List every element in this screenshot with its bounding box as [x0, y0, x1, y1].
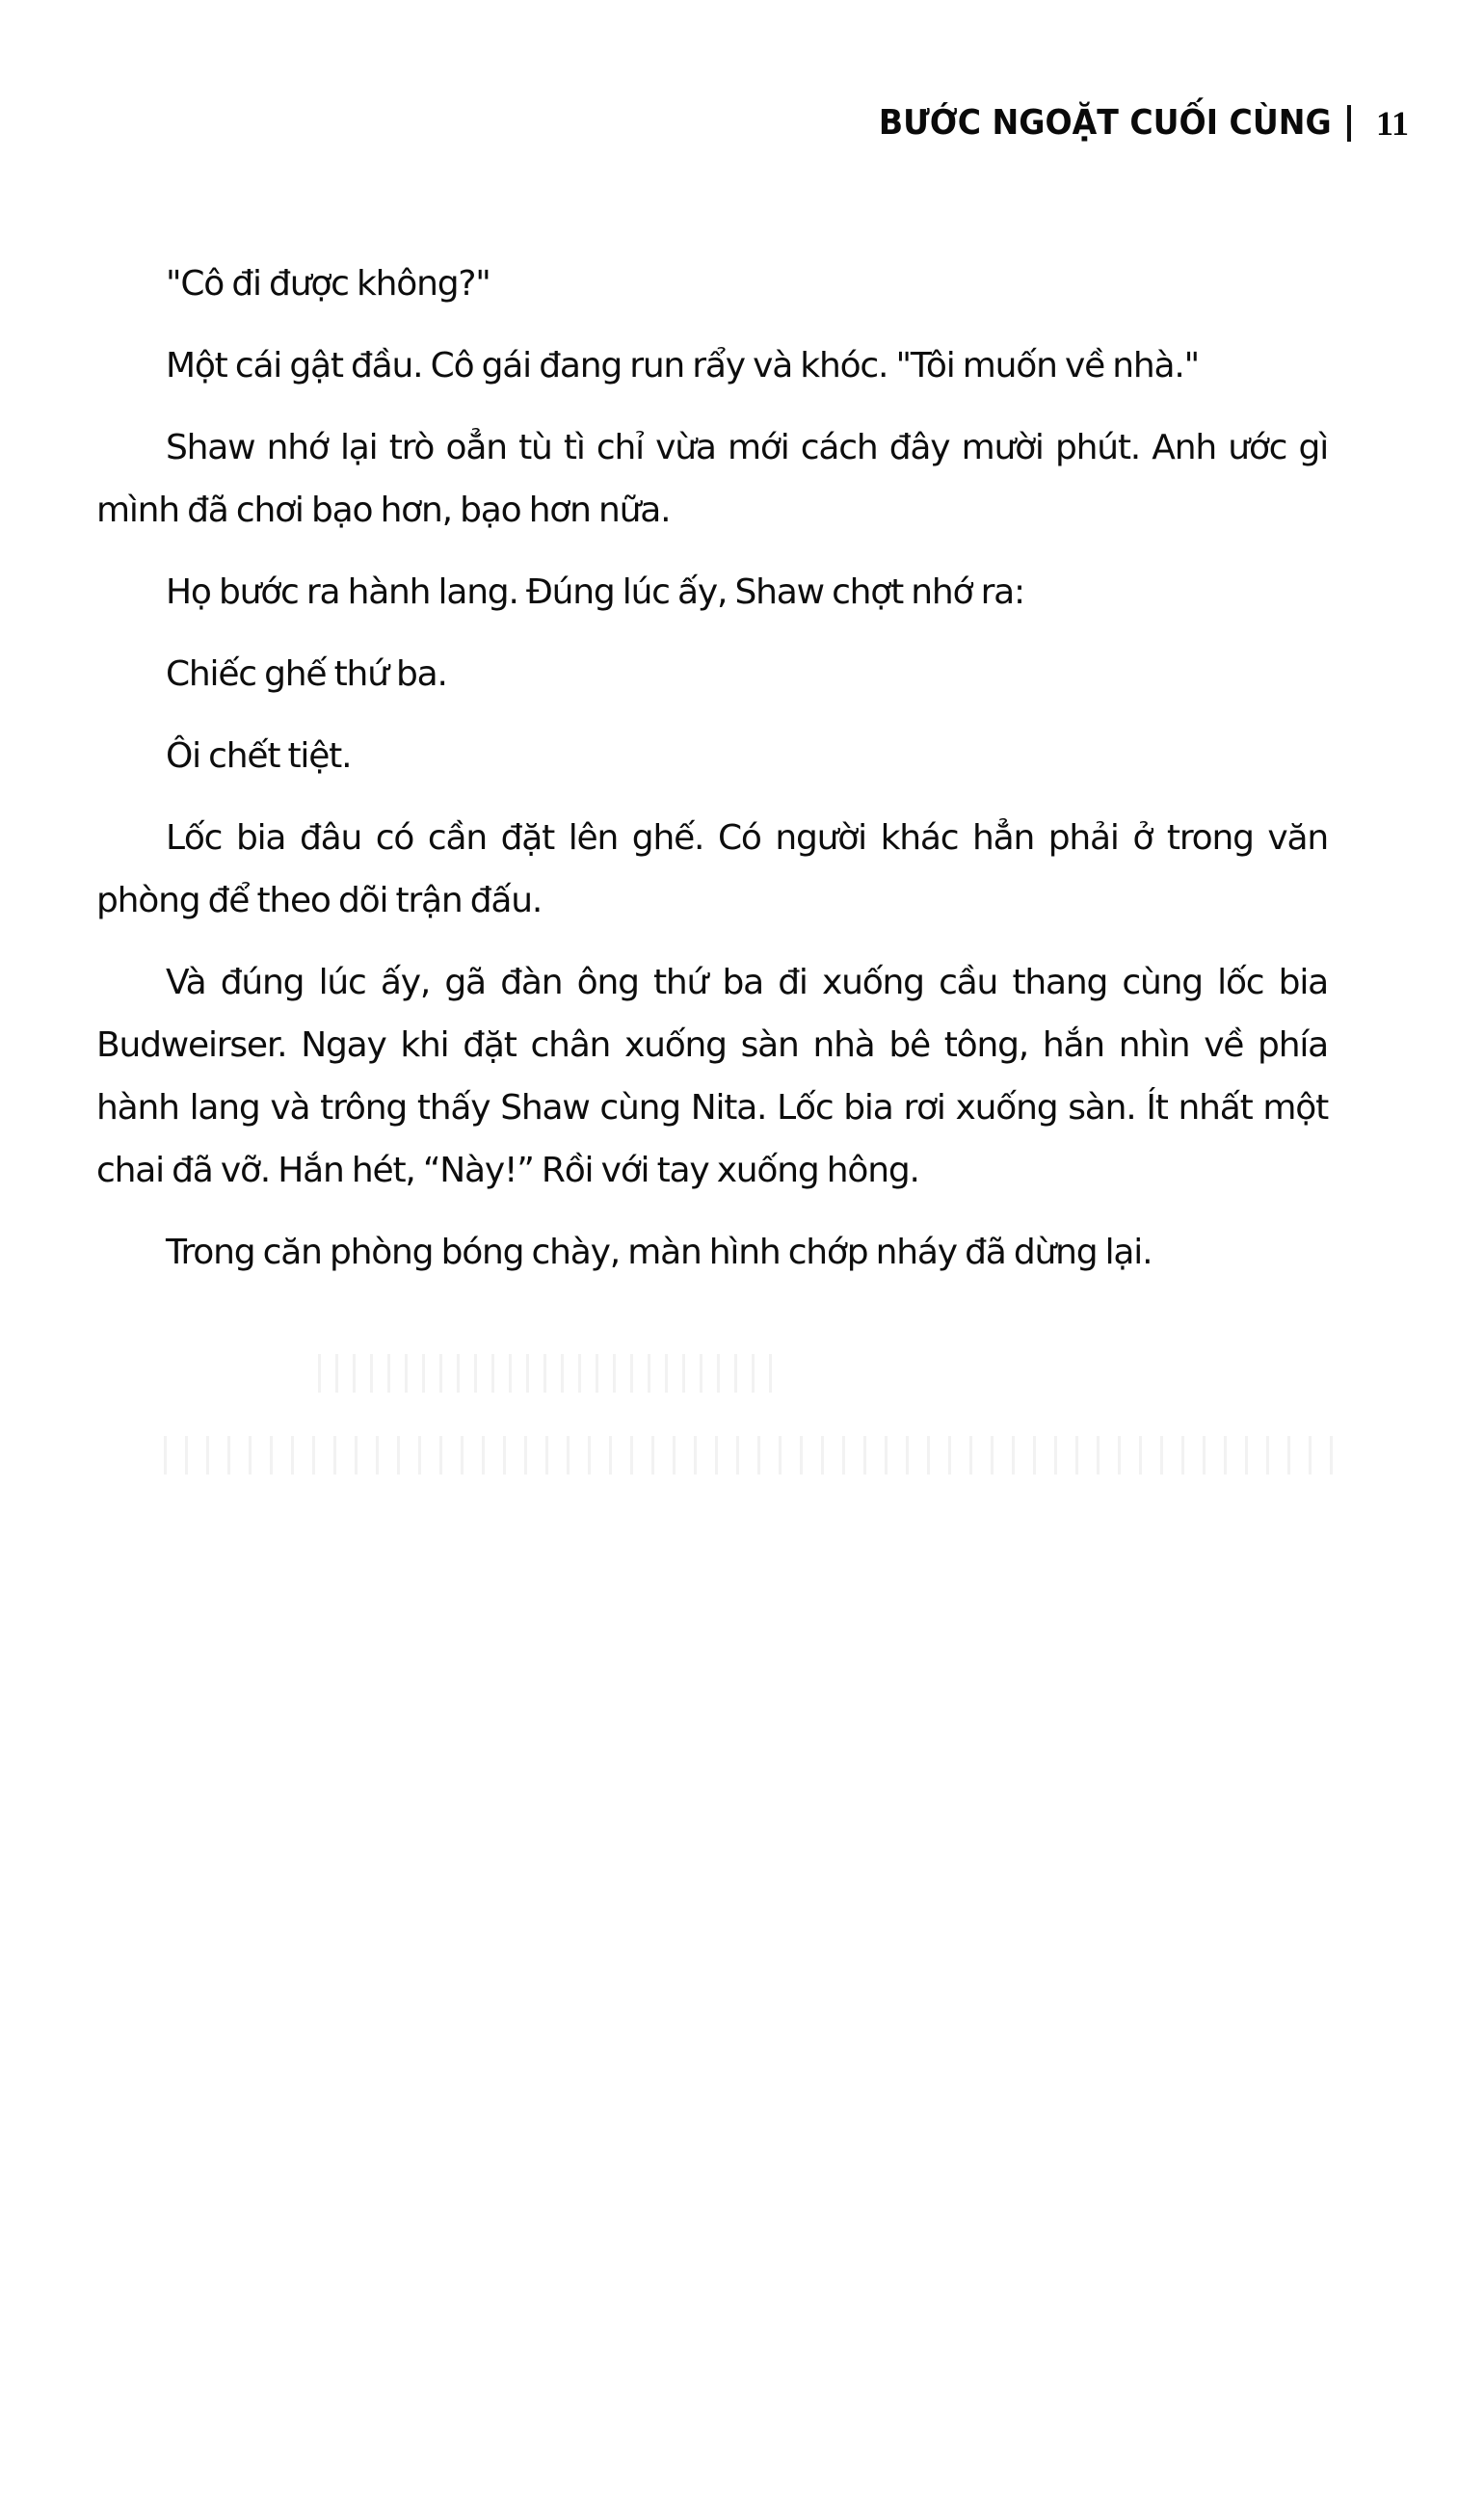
header-separator [1347, 105, 1351, 142]
paragraph: Chiếc ghế thứ ba. [166, 654, 447, 694]
page-number: 11 [1375, 104, 1409, 143]
page-body [96, 252, 1328, 1303]
paragraph: Ôi chết tiệt. [166, 736, 352, 776]
paragraph: "Cô đi được không?" [166, 264, 490, 304]
paragraph: Shaw nhớ lại trò oẳn tù tì chỉ vừa mới cách đây mười phút. Anh ước gì mình đã chơi bạo hơn, bạo hơn nữa. [96, 428, 1328, 530]
show-through-ghost-text [318, 1354, 781, 1393]
paragraph: Lốc bia đâu có cần đặt lên ghế. Có người khác hẳn phải ở trong văn phòng để theo dõi trận đấu. [96, 818, 1328, 920]
chapter-title: BƯỚC NGOẶT CUỐI CÙNG [879, 103, 1332, 143]
paragraph: Trong căn phòng bóng chày, màn hình chớp nháy đã dừng lại. [166, 1233, 1153, 1272]
paragraph: Họ bước ra hành lang. Đúng lúc ấy, Shaw chợt nhớ ra: [166, 572, 1024, 612]
paragraph: Và đúng lúc ấy, gã đàn ông thứ ba đi xuống cầu thang cùng lốc bia Budweirser. Ngay khi đặt chân xuống sàn nhà bê tông, hắn nhìn về phía hành lang và trông thấy Shaw cùng Nita. Lốc bia rơi xuống sàn. Ít nhất một chai đã vỡ. Hắn hét, “Này!” Rồi với tay xuống hông. [96, 963, 1328, 1190]
paragraph: Một cái gật đầu. Cô gái đang run rẩy và khóc. "Tôi muốn về nhà." [166, 346, 1199, 385]
running-header [839, 100, 1409, 146]
show-through-ghost-text [164, 1436, 1349, 1475]
